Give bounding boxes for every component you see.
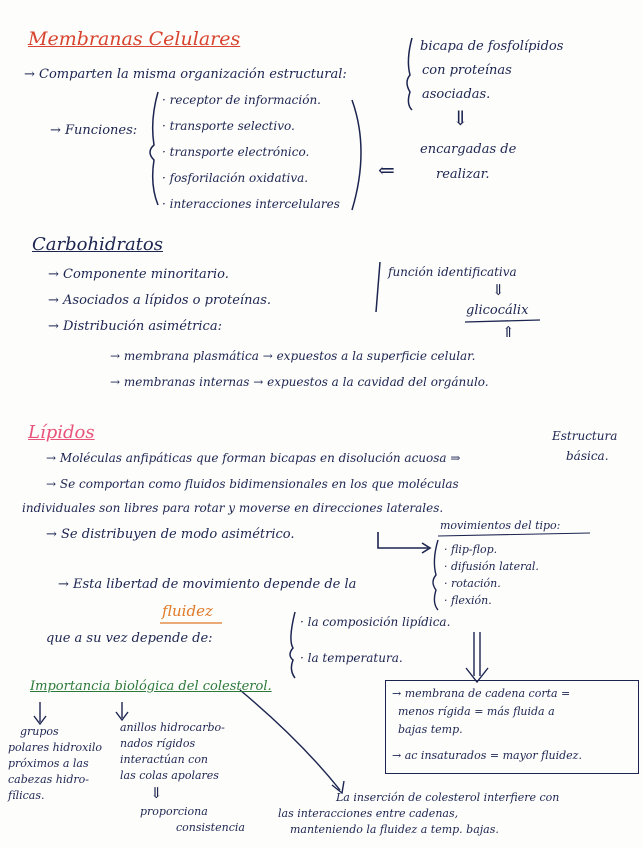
fluidez-label: fluidez bbox=[162, 602, 213, 620]
funcion-item-3: · transporte electrónico. bbox=[162, 145, 310, 159]
depende-item-2: · la temperatura. bbox=[300, 651, 403, 665]
grupos-line-4: cabezas hidro- bbox=[8, 773, 90, 786]
funcion-item-1: · receptor de información. bbox=[162, 93, 321, 107]
funciones-label: → Funciones: bbox=[50, 123, 138, 138]
lipidos-line-3: → Se distribuyen de modo asimétrico. bbox=[46, 527, 295, 542]
arrow-down-icon: ⇓ bbox=[150, 784, 163, 802]
section-title-lipidos: Lípidos bbox=[28, 422, 95, 443]
insercion-line-3: manteniendo la fluidez a temp. bajas. bbox=[290, 823, 499, 836]
grupos-line-5: fílicas. bbox=[8, 789, 45, 802]
estructura-text-1: Estructura bbox=[552, 429, 618, 443]
funcion-item-2: · transporte selectivo. bbox=[162, 119, 295, 133]
box-line-2: menos rígida = más fluida a bbox=[398, 705, 555, 718]
movimiento-item-1: · flip-flop. bbox=[444, 543, 498, 556]
section-title-carbohidratos: Carbohidratos bbox=[32, 234, 163, 255]
proporciona-line-1: proporciona bbox=[140, 805, 208, 818]
membranas-line-1: → Comparten la misma organización estructural: bbox=[24, 67, 347, 82]
proporciona-line-2: consistencia bbox=[176, 821, 245, 834]
grupos-line-1: grupos bbox=[20, 725, 59, 738]
grupos-line-3: próximos a las bbox=[8, 757, 89, 770]
movimiento-item-3: · rotación. bbox=[444, 577, 501, 590]
lipidos-line-4: → Esta libertad de movimiento depende de la bbox=[58, 577, 357, 592]
funcion-item-4: · fosforilación oxidativa. bbox=[162, 171, 309, 185]
arrow-up-icon: ⇑ bbox=[502, 323, 515, 341]
section-title-colesterol: Importancia biológica del colesterol. bbox=[30, 679, 272, 694]
arrow-down-icon: ⇓ bbox=[492, 281, 505, 299]
glicocalix-label: glicocálix bbox=[466, 303, 529, 318]
bicapa-text-3: asociadas. bbox=[422, 87, 491, 102]
grupos-line-2: polares hidroxilo bbox=[8, 741, 103, 754]
anillos-line-2: nados rígidos bbox=[120, 737, 196, 750]
lipidos-line-2b: individuales son libres para rotar y moverse en direcciones laterales. bbox=[22, 501, 444, 515]
anillos-line-3: interactúan con bbox=[120, 753, 209, 766]
arrow-down-icon: ⇓ bbox=[452, 106, 469, 130]
carbo-sub-2: → membranas internas → expuestos a la cavidad del orgánulo. bbox=[110, 375, 489, 389]
estructura-text-2: básica. bbox=[566, 449, 609, 463]
encargadas-text-1: encargadas de bbox=[420, 142, 517, 157]
box-line-1: → membrana de cadena corta = bbox=[392, 687, 571, 700]
double-arrow-left-icon: ⇐ bbox=[378, 158, 395, 182]
lipidos-line-2a: → Se comportan como fluidos bidimensionales en los que moléculas bbox=[46, 477, 459, 491]
insercion-line-1: La inserción de colesterol interfiere con bbox=[336, 791, 560, 804]
bicapa-text-1: bicapa de fosfolípidos bbox=[420, 39, 564, 54]
anillos-line-1: anillos hidrocarbo- bbox=[120, 721, 225, 734]
movimiento-item-4: · flexión. bbox=[444, 594, 492, 607]
movimiento-item-2: · difusión lateral. bbox=[444, 560, 539, 573]
movimientos-title: movimientos del tipo: bbox=[440, 519, 561, 532]
bicapa-text-2: con proteínas bbox=[422, 63, 512, 78]
carbo-item-1: → Componente minoritario. bbox=[48, 267, 229, 282]
insercion-line-2: las interacciones entre cadenas, bbox=[278, 807, 459, 820]
funcion-identificativa: función identificativa bbox=[388, 265, 517, 279]
funcion-item-5: · interacciones intercelulares bbox=[162, 197, 340, 211]
carbo-item-2: → Asociados a lípidos o proteínas. bbox=[48, 293, 272, 308]
anillos-line-4: las colas apolares bbox=[120, 769, 219, 782]
encargadas-text-2: realizar. bbox=[436, 167, 490, 182]
section-title-membranas: Membranas Celulares bbox=[28, 28, 241, 50]
box-line-4: → ac insaturados = mayor fluidez. bbox=[392, 749, 582, 762]
depende-item-1: · la composición lipídica. bbox=[300, 615, 451, 629]
lipidos-line-5: que a su vez depende de: bbox=[46, 631, 213, 646]
box-line-3: bajas temp. bbox=[398, 723, 463, 736]
carbo-sub-1: → membrana plasmática → expuestos a la superficie celular. bbox=[110, 349, 476, 363]
lipidos-line-1: → Moléculas anfipáticas que forman bicapas en disolución acuosa ⇒ bbox=[46, 451, 461, 465]
carbo-item-3: → Distribución asimétrica: bbox=[48, 319, 222, 334]
